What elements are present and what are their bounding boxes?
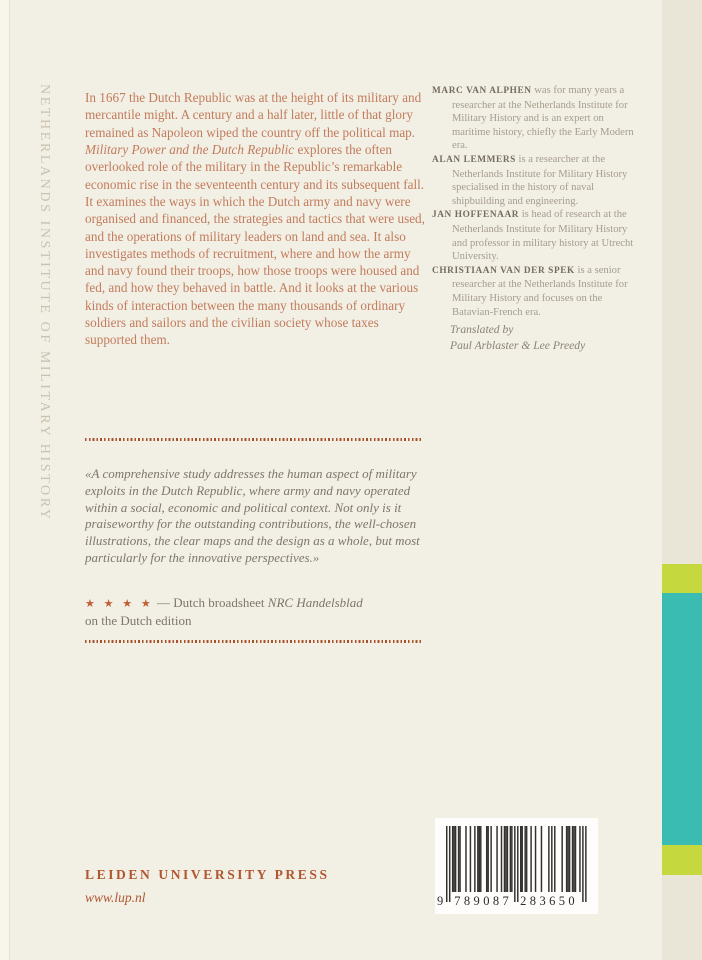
strip-beige-bottom [662, 875, 702, 960]
isbn-group-3: 283650 [520, 894, 579, 908]
blurb-paragraph [85, 89, 425, 348]
contributor-bio: is a researcher at the Netherlands Institute for Military History specialised in the history of naval shipbuilding and engineering. [452, 153, 628, 207]
dotted-rule-top [85, 438, 423, 441]
contributor-item [432, 153, 642, 208]
contributor-item [432, 84, 642, 153]
contributor-item [432, 264, 642, 319]
isbn-group-2: 789087 [454, 894, 513, 908]
contributor-name: ALAN LEMMERS [432, 154, 516, 165]
contributor-name: JAN HOFFENAAR [432, 210, 520, 221]
contributor-bio: is head of research at the Netherlands Institute for Military History and professor in military history at Utrecht University. [452, 209, 634, 263]
contributor-name: CHRISTIAAN VAN DER SPEK [432, 265, 575, 276]
blurb-book-title: Military Power and the Dutch Republic [85, 142, 295, 158]
contributor-list [432, 84, 642, 319]
review-quote: «A comprehensive study addresses the human aspect of military exploits in the Dutch Republic, where army and navy operated within a social, economic and political context. Not only is it praiseworthy for the outstanding contributions, the well-chosen illustrations, the clear maps and the design as a whole, but most particularly for the innovative perspectives.» [85, 466, 420, 565]
isbn-group-1: 9 [437, 894, 444, 908]
attribution-source-title: NRC Handelsblad [267, 595, 363, 610]
attribution-source: Dutch broadsheet [173, 595, 268, 610]
spine-label: NETHERLANDS INSTITUTE OF MILITARY HISTORY [37, 84, 52, 522]
contributor-name: MARC VAN ALPHEN [432, 86, 532, 96]
translation-label: Translated by [450, 323, 514, 336]
strip-green-lower [662, 845, 702, 875]
strip-teal [662, 593, 702, 845]
translation-note [450, 322, 640, 354]
barcode [435, 818, 598, 914]
publisher-name: LEIDEN UNIVERSITY PRESS [85, 867, 330, 882]
blurb-part2: explores the often overlooked role of the military in the Republic’s remarkable economic rise in the seventeenth century and its subsequent fall. It examines the ways in which the Dutch army and navy were organised and financed, the strategies and tactics that were used, and the operations of military leaders on land and sea. It also investigates methods of recruitment, where and how the army and navy found their troops, how those troops were housed and fed, and how they behaved in battle. And it looks at the various kinds of interaction between the many thousands of ordinary soldiers and sailors and the civilian society whose taxes supported them. [85, 142, 425, 348]
contributor-item [432, 208, 642, 263]
edition-note: on the Dutch edition [85, 613, 192, 628]
contributor-bio: was for many years a researcher at the Netherlands Institute for Military History and is an expert on maritime history, chiefly the Early Modern era. [452, 85, 634, 152]
strip-green-upper [662, 564, 702, 593]
blurb-part1: In 1667 the Dutch Republic was at the height of its military and mercantile might. A century and a half later, little of that glory remained as Napoleon wiped the country off the political map. [85, 90, 422, 140]
attribution-dash: — [153, 595, 174, 610]
star-rating: ★ ★ ★ ★ [85, 598, 154, 610]
barcode-number [436, 894, 596, 909]
strip-beige-top [662, 0, 702, 564]
dotted-rule-bottom [85, 640, 423, 643]
review-attribution [85, 593, 423, 614]
contributor-bio: is a senior researcher at the Netherlands Institute for Military History and focuses on the Batavian-French era. [452, 264, 628, 318]
publisher-website: www.lup.nl [85, 890, 146, 905]
translator-names: Paul Arblaster & Lee Preedy [450, 339, 586, 352]
page-left-edge [0, 0, 10, 960]
